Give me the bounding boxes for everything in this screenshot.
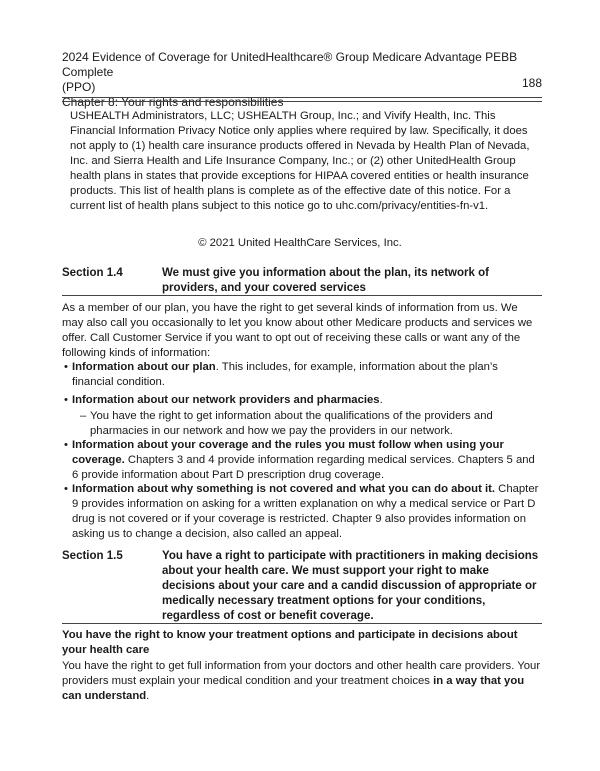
section-1-5-divider (62, 623, 542, 624)
bullet4-bold: Information about why something is not covered and what you can do about it. (72, 483, 496, 495)
header-divider-bottom (62, 101, 542, 102)
header-title-line1: 2024 Evidence of Coverage for UnitedHealthcare® Group Medicare Advantage PEBB Complete (62, 50, 518, 79)
intro-paragraph: USHEALTH Administrators, LLC; USHEALTH Group, Inc.; and Vivify Health, Inc. This Financial Information Privacy Notice only applies where required by law. Specifically, it does not apply to (1) health care insurance products offered in Nevada by Health Plan of Nevada, Inc. and Sierra Health and Life Insurance Company, Inc.; or (2) other UnitedHealth Group health plans in states that provide exceptions for HIPAA covered entities or health insurance products. This list of health plans is complete as of the effective date of this notice. For a current list of health plans subject to this notice go to uhc.com/privacy/entities-fn-v1. (70, 110, 530, 212)
header-divider-top (62, 97, 542, 98)
bullet2-end: . (379, 394, 383, 406)
header-chapter: Chapter 8: Your rights and responsibilities (62, 95, 284, 109)
bullet1-bold: Information about our plan (72, 361, 216, 373)
final-paragraph-bold: in a way that you can understand (62, 675, 525, 702)
bullet-icon: • (64, 439, 68, 451)
header-title-line2: (PPO) (62, 80, 96, 94)
bullet-icon: • (64, 361, 68, 373)
section-1-5-number: Section 1.5 (62, 550, 123, 562)
bullet-icon: • (64, 483, 68, 495)
sub-bullet-text: You have the right to get information about the qualifications of the providers and pharmacies in our network and how we pay the providers in our network. (90, 410, 493, 437)
subheading: You have the right to know your treatment options and participate in decisions about your health care (62, 629, 518, 656)
bullet3-bold: Information about your coverage and the rules you must follow when using your coverage. (72, 439, 504, 466)
page-number: 188 (521, 76, 542, 90)
final-paragraph-end: . (146, 690, 150, 702)
bullet4-text: Chapter 9 provides information on asking for a written explanation on why a medical service or Part D drug is not covered or if your coverage is restricted. Chapter 9 also provides information on asking us to change a decision, also called an appeal. (72, 483, 539, 540)
section-1-4-number: Section 1.4 (62, 267, 123, 279)
section-1-4-paragraph: As a member of our plan, you have the right to get several kinds of information from us. We may also call you occasionally to let you know about other Medicare products and services we offer. Call Customer Service if you want to opt out of receiving these calls or want any of the following kinds of information: (62, 302, 533, 359)
final-paragraph (62, 659, 542, 704)
bullet-icon: • (64, 394, 68, 406)
section-1-4-title: We must give you information about the plan, its network of providers, and your covered services (162, 267, 489, 294)
bullet3-text: Chapters 3 and 4 provide information regarding medical services. Chapters 5 and 6 provide information about Part D prescription drug coverage. (72, 454, 535, 481)
section-1-5-heading (62, 549, 542, 624)
section-1-4-heading (62, 266, 542, 296)
bullet2-bold: Information about our network providers and pharmacies (72, 394, 380, 406)
dash-icon: – (80, 410, 87, 422)
section-1-4-divider (62, 295, 542, 296)
section-1-5-title: You have a right to participate with practitioners in making decisions about your health care. We must support your right to make decisions about your care and a candid discussion of appropriate or medically necessary treatment options for your conditions, regardless of cost or benefit coverage. (162, 550, 539, 622)
final-paragraph-text: You have the right to get full information from your doctors and other health care providers. Your providers must explain your medical condition and your treatment choices (62, 660, 541, 687)
bullet1-text: . This includes, for example, information about the plan’s financial condition. (72, 361, 498, 388)
copyright-notice: © 2021 United HealthCare Services, Inc. (198, 237, 402, 249)
